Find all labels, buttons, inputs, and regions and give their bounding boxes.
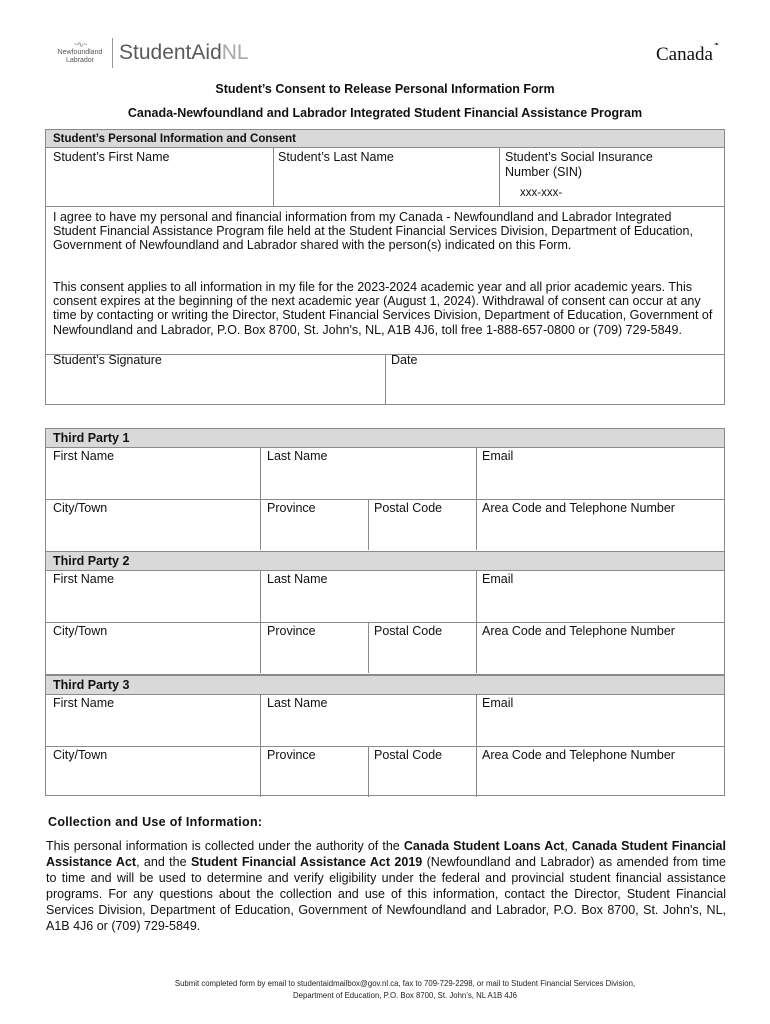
third-party-header <box>46 552 724 571</box>
program-title: Canada-Newfoundland and Labrador Integrated Student Financial Assistance Program <box>127 106 643 120</box>
date-field[interactable]: Date <box>391 353 418 367</box>
student-sin-field[interactable]: xxx-xxx- <box>520 187 563 199</box>
logo-divider <box>112 38 113 68</box>
student-first-name-field[interactable]: Student’s First Name <box>53 150 170 164</box>
collection-text-4: (Newfoundland and Labrador) as amended from time to time and will be used to determine and verify eligibility under the federal and provincial student financial assistance programs. For any questions about the collection and use of this information, contact the Director, Student Financial Services Division, Department of Education, Government of Newfoundland and Labrador, P.O. Box 8700, St. John's, NL, A1B 4J6 or (709) 729-5849. <box>46 855 727 933</box>
student-sin-label-1: Student’s Social Insurance <box>505 150 653 164</box>
third-party-2-table <box>45 551 725 675</box>
logo-brand-main: StudentAid <box>119 41 222 64</box>
collection-text-3: , and the <box>136 855 191 869</box>
footer-line-1: Submit completed form by email to studentaidmailbox@gov.nl.ca, fax to 709-729-2298, or mail to Student Financial Services Division, <box>174 979 636 988</box>
collection-text-1: This personal information is collected under the authority of the <box>46 839 404 853</box>
third-party-header <box>46 676 724 695</box>
email-field[interactable]: Email <box>482 449 514 463</box>
divider <box>46 746 724 747</box>
email-field[interactable]: Email <box>482 572 514 586</box>
province-field[interactable]: Province <box>267 624 316 638</box>
divider <box>46 622 724 623</box>
canada-wordmark <box>656 42 719 66</box>
collection-text <box>46 838 726 934</box>
divider <box>476 571 477 673</box>
phone-field[interactable]: Area Code and Telephone Number <box>482 501 675 515</box>
first-name-field[interactable]: First Name <box>53 449 115 463</box>
third-party-1-table <box>45 428 725 552</box>
logo-brand-suffix: NL <box>221 41 249 64</box>
newfoundland-labrador-logo <box>52 41 108 65</box>
student-section-title: Student’s Personal Information and Consent <box>53 133 297 145</box>
province-field[interactable]: Province <box>267 501 316 515</box>
third-party-title: Third Party 1 <box>53 431 130 445</box>
email-field[interactable]: Email <box>482 696 514 710</box>
logo-province-line1: Newfoundland <box>57 49 103 56</box>
act-3: Student Financial Assistance Act 2019 <box>190 855 423 869</box>
student-section <box>45 129 725 405</box>
city-field[interactable]: City/Town <box>53 748 108 762</box>
divider <box>46 206 724 207</box>
consent-paragraph-1: I agree to have my personal and financial information from my Canada - Newfoundland and Labrador Integrated Student Financial Assistance Program file held at the Student Financial Services Division, Department of Education, Government of Newfoundland and Labrador shared with the person(s) indicated on this Form. <box>53 210 693 253</box>
student-section-header <box>46 130 724 148</box>
student-sin-label-2: Number (SIN) <box>505 165 583 179</box>
logo-province-line2: Labrador <box>65 57 95 64</box>
third-party-header <box>46 429 724 448</box>
third-party-3-table <box>45 675 725 796</box>
divider <box>476 448 477 550</box>
divider <box>260 695 261 797</box>
logo-brand <box>119 41 249 65</box>
collection-title: Collection and Use of Information: <box>48 815 263 829</box>
city-field[interactable]: City/Town <box>53 501 108 515</box>
collection-text-2: , <box>564 839 572 853</box>
act-2: Canada Student Financial Assistance Act <box>46 839 726 869</box>
phone-field[interactable]: Area Code and Telephone Number <box>482 748 675 762</box>
studentaidnl-logo <box>52 38 249 68</box>
divider <box>368 746 369 797</box>
divider <box>368 499 369 550</box>
divider <box>260 571 261 673</box>
student-last-name-field[interactable]: Student’s Last Name <box>278 150 394 164</box>
last-name-field[interactable]: Last Name <box>267 572 328 586</box>
divider <box>46 499 724 500</box>
postal-code-field[interactable]: Postal Code <box>374 501 443 515</box>
flag-icon: ❧ <box>713 42 719 48</box>
canada-wordmark-text: Canada <box>656 44 713 65</box>
flourish-icon: ~∿~ <box>73 40 87 49</box>
first-name-field[interactable]: First Name <box>53 572 115 586</box>
divider <box>499 148 500 206</box>
consent-paragraph-2: This consent applies to all information in my file for the 2023-2024 academic year and all prior academic years. This consent expires at the beginning of the next academic year (August 1, 2024). Withdrawal of consent can occur at any time by contacting or writing the Director, Student Financial Services Division, Department of Education, Government of Newfoundland and Labrador, P.O. Box 8700, St. John's, NL, A1B 4J6, toll free 1-888-657-0800 or (709) 729-5849. <box>53 280 713 337</box>
third-party-title: Third Party 3 <box>53 678 130 692</box>
divider <box>476 695 477 797</box>
last-name-field[interactable]: Last Name <box>267 696 328 710</box>
province-field[interactable]: Province <box>267 748 316 762</box>
third-party-title: Third Party 2 <box>53 554 130 568</box>
student-signature-field[interactable]: Student’s Signature <box>53 353 162 367</box>
phone-field[interactable]: Area Code and Telephone Number <box>482 624 675 638</box>
first-name-field[interactable]: First Name <box>53 696 115 710</box>
postal-code-field[interactable]: Postal Code <box>374 748 443 762</box>
divider <box>273 148 274 206</box>
postal-code-field[interactable]: Postal Code <box>374 624 443 638</box>
footer-line-2: Department of Education, P.O. Box 8700, St. John’s, NL A1B 4J6 <box>293 991 517 1000</box>
divider <box>385 354 386 404</box>
divider <box>368 622 369 673</box>
last-name-field[interactable]: Last Name <box>267 449 328 463</box>
footer <box>0 978 770 1002</box>
form-title: Student’s Consent to Release Personal Information Form <box>215 82 555 96</box>
divider <box>260 448 261 550</box>
act-1: Canada Student Loans Act <box>403 839 565 853</box>
city-field[interactable]: City/Town <box>53 624 108 638</box>
